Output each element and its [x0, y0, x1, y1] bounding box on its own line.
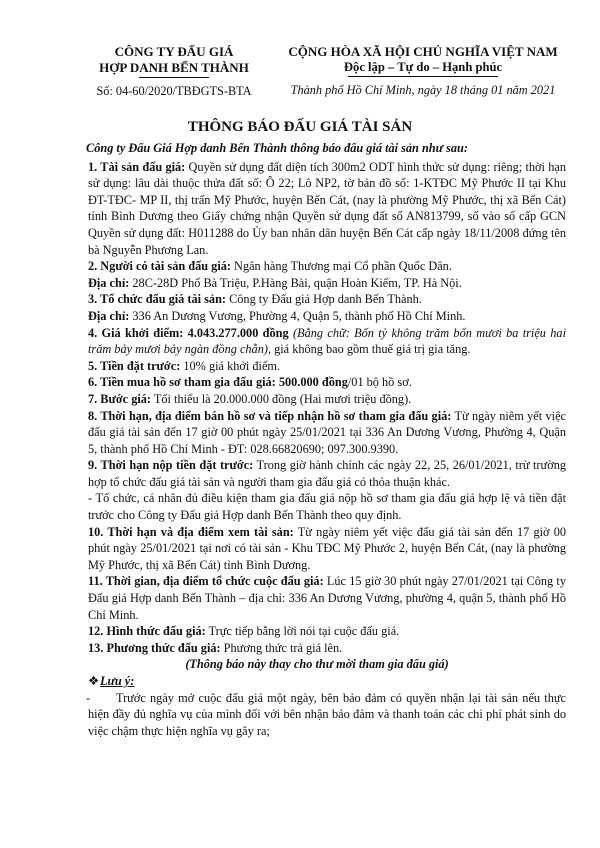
item-dossier-fee [88, 374, 566, 391]
remark-text: Trước ngày mở cuộc đấu giá một ngày, bên bảo đảm có quyền nhận lại tài sản nếu thực hiện đầy đủ nghĩa vụ của mình đối với bên nhận bảo đảm và thanh toán các chi phí phát sinh do việc chậm thực hiện nghĩa vụ gây ra; [88, 690, 566, 738]
item-auction-form-text: Trực tiếp bằng lời nói tại cuộc đấu giá. [205, 624, 400, 639]
item-organizer-label: 3. Tổ chức đấu giá tài sản: [88, 292, 226, 307]
intro-line: Công ty Đấu Giá Hợp danh Bến Thành thông báo đấu giá tài sản như sau: [86, 141, 468, 155]
item-viewing [88, 524, 566, 574]
document-title: THÔNG BÁO ĐẤU GIÁ TÀI SẢN [187, 119, 413, 135]
item-bid-step [88, 391, 566, 408]
item-organizer-text: Công ty Đấu giá Hợp danh Bến Thành. [226, 292, 422, 307]
national-motto: Độc lập – Tự do – Hạnh phúc [343, 60, 503, 74]
document-number: Số: 04-60/2020/TBĐGTS-BTA [96, 84, 252, 98]
diamond-bullet-icon: ❖ [88, 674, 100, 688]
item-asset-label: 1. Tài sản đấu giá: [88, 159, 186, 174]
item-owner-text: Ngân hàng Thương mại Cổ phần Quốc Dân. [230, 259, 452, 274]
item-start-price [88, 325, 566, 358]
document-date: Thành phố Hồ Chí Minh, ngày 18 tháng 01 năm 2021 [290, 83, 556, 97]
document-body [88, 140, 566, 739]
item-auction-time [88, 573, 566, 623]
item-dossier-fee-value: 500.000 đồng [275, 375, 348, 390]
item-organizer-address-text: 336 An Dương Vương, Phường 4, Quận 5, thành phố Hồ Chí Minh. [129, 308, 466, 323]
item-start-price-tail: , giá không bao gồm thuế giá trị gia tăng. [267, 342, 471, 357]
remark-dash: - [86, 690, 91, 705]
remark-title: Lưu ý: [100, 674, 135, 688]
item-auction-time-text: Lúc 15 giờ 30 phút ngày 27/01/2021 tại Công ty Đấu giá Hợp danh Bến Thành – địa chỉ: 336 An Dương Vương, phường 4, quận 5, thành phố Hồ Chí Minh. [88, 574, 566, 622]
item-dossier-period-label: 8. Thời hạn, địa điểm bán hồ sơ và tiếp nhận hồ sơ tham gia đấu giá: [88, 408, 452, 423]
item-dossier-fee-tail: /01 bộ hồ sơ. [347, 375, 412, 390]
item-owner-address-label: Địa chỉ: [88, 275, 130, 290]
item-viewing-text: Từ ngày niêm yết việc đấu giá tài sản đến 17 giờ 00 phút ngày 25/01/2021 tại nơi có tài sản - Khu TĐC Mỹ Phước 2, huyện Bến Cát, (nay là phường Mỹ Phước, thị xã Bến Cát) tỉnh Bình Dương. [88, 524, 566, 572]
item-auction-method [88, 640, 566, 657]
item-dossier-fee-label: 6. Tiền mua hồ sơ tham gia đấu giá: [88, 375, 276, 390]
motto-underline [348, 76, 498, 77]
item-owner-address [88, 275, 566, 292]
item-deposit-label: 5. Tiền đặt trước: [88, 358, 181, 373]
item-viewing-label: 10. Thời hạn và địa điểm xem tài sản: [88, 524, 294, 539]
remark-item [88, 690, 566, 740]
item-organizer [88, 291, 566, 308]
invitation-note: (Thông báo này thay cho thư mời tham gia đấu giá) [185, 657, 449, 672]
item-deposit-period-text: Trong giờ hành chính các ngày 22, 25, 26/01/2021, trừ trường hợp tổ chức đấu giá tài sản và người tham gia đấu giá có thỏa thuận khác. [88, 458, 566, 489]
item-asset-text: Quyền sử dụng đất diện tích 300m2 ODT hình thức sử dụng: riêng; thời hạn sử dụng: lâu dài thuộc thửa đất số: Ô 22; Lô NP2, tờ bản đồ số: 1-KTĐC Mỹ Phước II tại Khu ĐT-TĐC- MP II, thị trấn Mỹ Phước, huyện Bến Cát, (nay là phường Mỹ Phước, thị xã Bến Cát) tỉnh Bình Dương theo Giấy chứng nhận Quyền sử dụng đất số AN813799, số vào sổ cấp GCN Quyền sử dụng đất: H011288 do Ủy ban nhân dân huyện Bến Cát cấp ngày 18/11/2008 đứng tên bà Nguyễn Phương Lan. [88, 159, 566, 257]
header-company-block [76, 44, 272, 99]
item-organizer-address-label: Địa chỉ: [88, 308, 130, 323]
item-deposit-period [88, 457, 566, 490]
item-bid-step-label: 7. Bước giá: [88, 391, 152, 406]
item-owner [88, 258, 566, 275]
item-dossier-period [88, 408, 566, 458]
item-bid-step-text: Tối thiểu là 20.000.000 đồng (Hai mươi triệu đồng). [151, 391, 412, 406]
header-nation-block [270, 44, 576, 98]
item-organizer-address [88, 308, 566, 325]
item-deposit-text: 10% giá khởi điểm. [180, 358, 281, 373]
remark-heading [88, 673, 566, 690]
item-start-price-words: (Bằng chữ: Bốn tỷ không trăm bốn mươi ba triệu hai trăm bảy mươi bảy ngàn đồng chẵn) [88, 325, 566, 357]
company-name-line1: CÔNG TY ĐẤU GIÁ [114, 44, 234, 59]
item-auction-time-label: 11. Thời gian, địa điểm tổ chức cuộc đấu giá: [88, 574, 324, 589]
company-underline [139, 77, 209, 78]
item-owner-label: 2. Người có tài sản đấu giá: [88, 259, 231, 274]
item-owner-address-text: 28C-28D Phố Bà Triệu, P.Hàng Bài, quận Hoàn Kiếm, TP. Hà Nội. [129, 275, 462, 290]
item-deposit-period-label: 9. Thời hạn nộp tiền đặt trước: [88, 458, 254, 473]
nation-name: CỘNG HÒA XÃ HỘI CHỦ NGHĨA VIỆT NAM [288, 44, 558, 59]
item-auction-method-label: 13. Phương thức đấu giá: [88, 640, 221, 655]
item-dossier-period-text: Từ ngày niêm yết việc đấu giá tài sản đến 17 giờ 00 phút ngày 25/01/2021 tại 336 An Dương Vương, Phường 4, Quận 5, thành phố Hồ Chí Minh - ĐT: 028.66820690; 097.300.9390. [88, 408, 566, 456]
item-start-price-label: 4. Giá khởi điểm: [88, 325, 184, 340]
item-deposit-period-extra: - Tổ chức, cá nhân đủ điều kiện tham gia đấu giá nộp hồ sơ tham gia đấu giá hợp lệ và tiền đặt trước cho Công ty Đấu giá Hợp danh Bến Thành theo quy định. [88, 491, 566, 523]
item-auction-form [88, 623, 566, 640]
item-auction-form-label: 12. Hình thức đấu giá: [88, 624, 206, 639]
item-deposit [88, 358, 566, 375]
item-start-price-value: 4.043.277.000 đồng [183, 325, 289, 340]
item-asset [88, 159, 566, 259]
item-auction-method-text: Phương thức trả giá lên. [220, 640, 343, 655]
company-name-line2: HỢP DANH BẾN THÀNH [99, 60, 249, 75]
